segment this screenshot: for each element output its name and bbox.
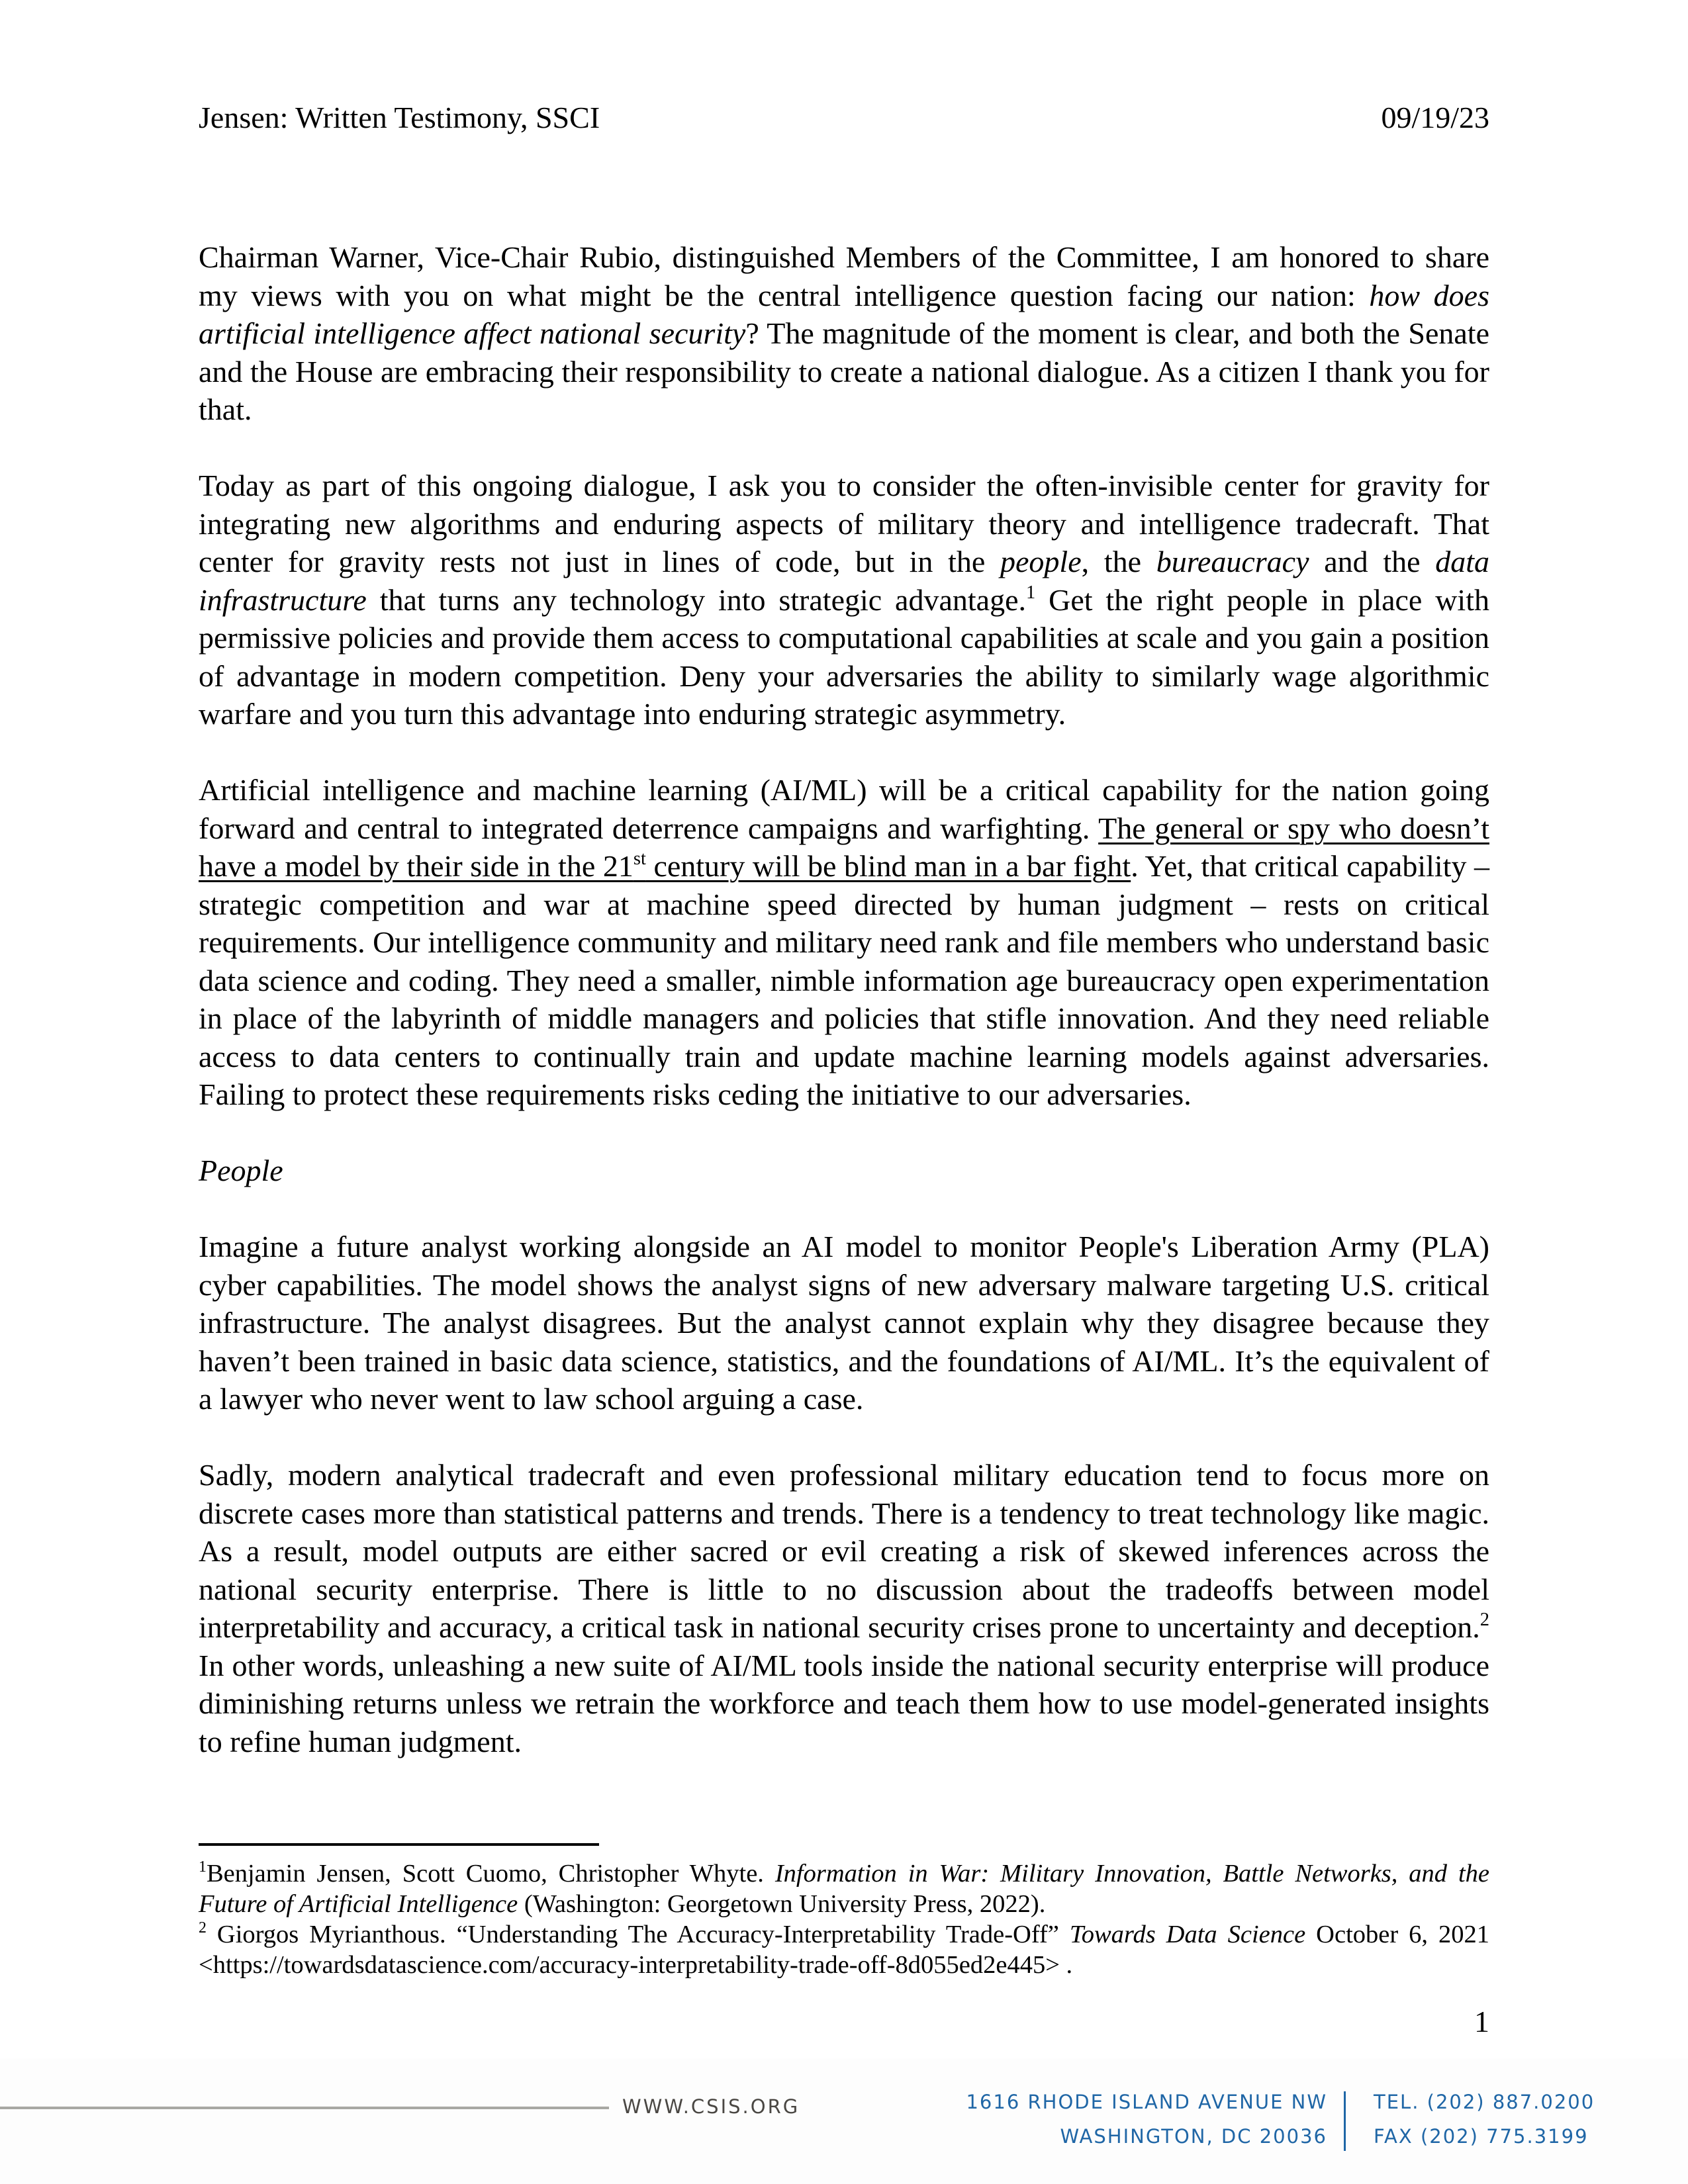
footnote-ref-2[interactable]: 2	[1479, 1610, 1489, 1631]
footnotes	[199, 1858, 1489, 1980]
section-heading-people: People	[199, 1154, 283, 1187]
footnote-ref-1[interactable]: 1	[1026, 582, 1036, 603]
paragraph-ai-ml-capability: Artificial intelligence and machine learning (AI/ML) will be a critical capability for the nation going forward and central to integrated deterrence campaigns and warfighting. The general or spy who doesn’t have a model by their side in the 21st century will be blind man in a bar fight. Yet, that critical capability – strategic competition and war at machine speed directed by human judgment – rests on critical requirements. Our intelligence community and military need rank and file members who understand basic data science and coding. They need a smaller, nimble information age bureaucracy open experimentation in place of the labyrinth of middle managers and policies that stifle innovation. And they need reliable access to data centers to continually train and update machine learning models against adversaries. Failing to protect these requirements risks ceding the initiative to our adversaries.	[199, 773, 1490, 1111]
address-line-1: 1616 RHODE ISLAND AVENUE NW	[966, 2091, 1327, 2113]
footer-contact	[1374, 2085, 1595, 2154]
footnote-1: $^1$Benjamin Jensen, Scott Cuomo, Christopher Whyte. Information in War: Military Innovation, Battle Networks, and the Future of Artificial Intelligence (Washington: Georgetown University Press, 2022).	[199, 1858, 1490, 1918]
page-number: 1	[1474, 2005, 1489, 2038]
underlined-statement: The general or spy who doesn’t have a model by their side in the 21st century will be blind man in a bar fight	[199, 811, 1490, 883]
paragraph-opening: Chairman Warner, Vice-Chair Rubio, distinguished Members of the Committee, I am honored to share my views with you on what might be the central intelligence question facing our nation: how does artificial intelligence affect national security? The magnitude of the moment is clear, and both the Senate and the House are embracing their responsibility to create a national dialogue. As a citizen I thank you for that.	[199, 240, 1489, 426]
document-date: 09/19/23	[1381, 101, 1489, 134]
fax: FAX (202) 775.3199	[1374, 2125, 1589, 2148]
footnote-separator	[199, 1843, 599, 1846]
telephone: TEL. (202) 887.0200	[1374, 2091, 1595, 2113]
address-line-2: WASHINGTON, DC 20036	[1060, 2125, 1327, 2148]
emphasis-data-infrastructure: data infrastructure	[199, 545, 1489, 617]
footnote-2: $^2$ Giorgos Myrianthous. “Understanding The Accuracy-Interpretability Trade-Off” Towards Data Science October 6, 2021 <https://towardsdatascience.com/accuracy-interpretability-trade-off-8d055ed2e445> .	[199, 1919, 1489, 1979]
paragraph-tradecraft: Sadly, modern analytical tradecraft and even professional military education tend to focus more on discrete cases more than statistical patterns and trends. There is a tendency to treat technology like magic. As a result, model outputs are either sacred or evil creating a risk of skewed inferences across the national security enterprise. There is little to no discussion about the tradeoffs between model interpretability and accuracy, a critical task in national security crises prone to uncertainty and deception.$^2$ In other words, unleashing a new suite of AI/ML tools inside the national security enterprise will produce diminishing returns unless we retrain the workforce and teach them how to use model-generated insights to refine human judgment.	[199, 1458, 1489, 1758]
testimony-body	[199, 238, 1489, 1799]
footer-website-link[interactable]: WWW.CSIS.ORG	[622, 2095, 800, 2118]
footnote-2-url[interactable]: October 6, 2021 <https://towardsdatascience.com/accuracy-interpretability-trade-off-8d055ed2e445> .	[199, 1921, 1489, 1979]
key-question: how does artificial intelligence affect national security	[199, 278, 1489, 350]
paragraph-future-analyst: Imagine a future analyst working alongside an AI model to monitor People's Liberation Army (PLA) cyber capabilities. The model shows the analyst signs of new adversary malware targeting U.S. critical infrastructure. The analyst disagrees. But the analyst cannot explain why they disagree because they haven’t been trained in basic data science, statistics, and the foundations of AI/ML. It’s the equivalent of a lawyer who never went to law school arguing a case.	[199, 1230, 1489, 1416]
footer-divider	[1344, 2091, 1346, 2151]
emphasis-people: people	[1000, 545, 1082, 578]
document-title: Jensen: Written Testimony, SSCI	[199, 101, 600, 134]
footer-address	[966, 2085, 1327, 2154]
footer-rule	[0, 2107, 609, 2109]
page-header	[199, 98, 1489, 138]
paragraph-center-of-gravity: Today as part of this ongoing dialogue, I ask you to consider the often-invisible center for gravity for integrating new algorithms and enduring aspects of military theory and intelligence tradecraft. That center for gravity rests not just in lines of code, but in the people, the bureaucracy and the data infrastructure that turns any technology into strategic advantage.$^1$ Get the right people in place with permissive policies and provide them access to computational capabilities at scale and you gain a position of advantage in modern competition. Deny your adversaries the ability to similarly wage algorithmic warfare and you turn this advantage into enduring strategic asymmetry.	[199, 469, 1489, 731]
emphasis-bureaucracy: bureaucracy	[1156, 545, 1309, 578]
